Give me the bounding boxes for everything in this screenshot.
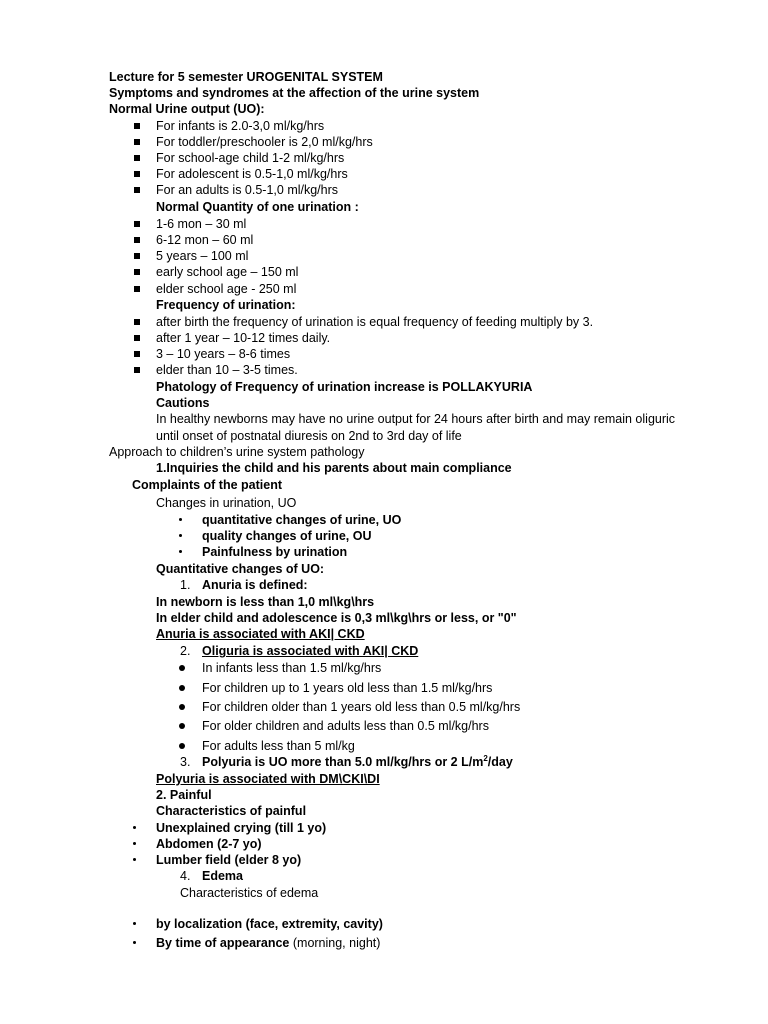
bullet-square [134,351,140,357]
bullet-dot [179,665,185,671]
cautions-heading: Cautions [156,396,210,410]
changes-heading: Changes in urination, UO [156,496,297,510]
list-item: by localization (face, extremity, cavity) [156,917,383,931]
bullet-square [134,171,140,177]
cautions-text: In healthy newborns may have no urine output for 24 hours after birth and may remain oliguric [156,412,676,426]
list-number: 4. [180,869,191,883]
anuria-association: Anuria is associated with AKI| CKD [156,627,365,641]
oliguria-association: Oliguria is associated with AKI| CKD [202,644,419,658]
list-number: 1. [180,578,191,592]
anuria-elder: In elder child and adolescence is 0,3 ml\kg\hrs or less, or "0" [156,611,517,625]
bullet-dot [133,922,136,925]
list-item: For an adults is 0.5-1,0 ml/kg/hrs [156,183,339,197]
bullet-dot [179,534,182,537]
list-item [156,935,380,951]
list-item: For infants is 2.0-3,0 ml/kg/hrs [156,119,325,133]
list-item: For children older than 1 years old less than 0.5 ml/kg/hrs [202,700,521,714]
qty-heading: Normal Quantity of one urination : [156,200,359,214]
bullet-square [134,269,140,275]
list-item: after birth the frequency of urination is equal frequency of feeding multiply by 3. [156,315,594,329]
bullet-dot [179,743,185,749]
bullet-dot [133,858,136,861]
bullet-square [134,139,140,145]
bullet-dot [179,550,182,553]
list-item: elder school age - 250 ml [156,282,297,296]
list-item: For adolescent is 0.5-1,0 ml/kg/hrs [156,167,348,181]
bullet-square [134,253,140,259]
edema-heading: Edema [202,869,243,883]
bullet-square [134,155,140,161]
uo-heading: Normal Urine output (UO): [109,102,265,116]
freq-heading: Frequency of urination: [156,298,296,312]
list-item: In infants less than 1.5 ml/kg/hrs [202,661,382,675]
complaints-heading: Complaints of the patient [132,478,282,492]
bullet-square [134,237,140,243]
approach-heading: Approach to children’s urine system pathology [109,445,365,459]
pathology-line: Phatology of Frequency of urination increase is POLLAKYURIA [156,380,533,394]
quant-heading: Quantitative changes of UO: [156,562,325,576]
list-item: 5 years – 100 ml [156,249,249,263]
bullet-square [134,286,140,292]
list-item: For adults less than 5 ml/kg [202,739,355,753]
bullet-square [134,335,140,341]
polyuria-definition [202,754,513,770]
list-item: For children up to 1 years old less than 1.5 ml/kg/hrs [202,681,493,695]
cautions-text: until onset of postnatal diuresis on 2nd to 3rd day of life [156,429,462,443]
list-item: quantitative changes of urine, UO [202,513,402,527]
doc-subtitle: Symptoms and syndromes at the affection of the urine system [109,86,480,100]
edema-characteristics: Characteristics of edema [180,886,319,900]
doc-title: Lecture for 5 semester UROGENITAL SYSTEM [109,70,383,84]
anuria-newborn: In newborn is less than 1,0 ml\kg\hrs [156,595,375,609]
list-item: after 1 year – 10-12 times daily. [156,331,331,345]
list-item: 6-12 mon – 60 ml [156,233,254,247]
polyuria-tail: /day [487,755,513,769]
list-item: Painfulness by urination [202,545,348,559]
polyuria-association: Polyuria is associated with DM\CKI\DI [156,772,380,786]
bullet-dot [133,842,136,845]
list-item: quality changes of urine, OU [202,529,372,543]
inquiries-heading: 1.Inquiries the child and his parents about main compliance [156,461,512,475]
list-item: Lumber field (elder 8 yo) [156,853,302,867]
polyuria-text: Polyuria is UO more than 5.0 ml/kg/hrs or 2 L/m [202,755,484,769]
bullet-dot [179,518,182,521]
list-item: For older children and adults less than 0.5 ml/kg/hrs [202,719,489,733]
bullet-square [134,221,140,227]
list-item: 1-6 mon – 30 ml [156,217,247,231]
bullet-square [134,123,140,129]
anuria-definition: Anuria is defined: [202,578,308,592]
bullet-dot [179,723,185,729]
list-number: 3. [180,755,191,769]
bullet-square [134,187,140,193]
list-item: For school-age child 1-2 ml/kg/hrs [156,151,345,165]
list-item: 3 – 10 years – 8-6 times [156,347,291,361]
painful-heading: 2. Painful [156,788,212,802]
list-item: Unexplained crying (till 1 yo) [156,821,327,835]
list-item: elder than 10 – 3-5 times. [156,363,298,377]
edema-time-label: By time of appearance [156,936,290,950]
list-item: early school age – 150 ml [156,265,299,279]
bullet-square [134,319,140,325]
list-item: For toddler/preschooler is 2,0 ml/kg/hrs [156,135,373,149]
bullet-dot [179,685,185,691]
list-item: Abdomen (2-7 yo) [156,837,262,851]
polyuria-superscript: 2 [483,753,488,763]
bullet-dot [133,826,136,829]
painful-characteristics: Characteristics of painful [156,804,307,818]
edema-time-detail: (morning, night) [289,936,381,950]
list-number: 2. [180,644,191,658]
bullet-dot [133,941,136,944]
bullet-dot [179,704,185,710]
bullet-square [134,367,140,373]
